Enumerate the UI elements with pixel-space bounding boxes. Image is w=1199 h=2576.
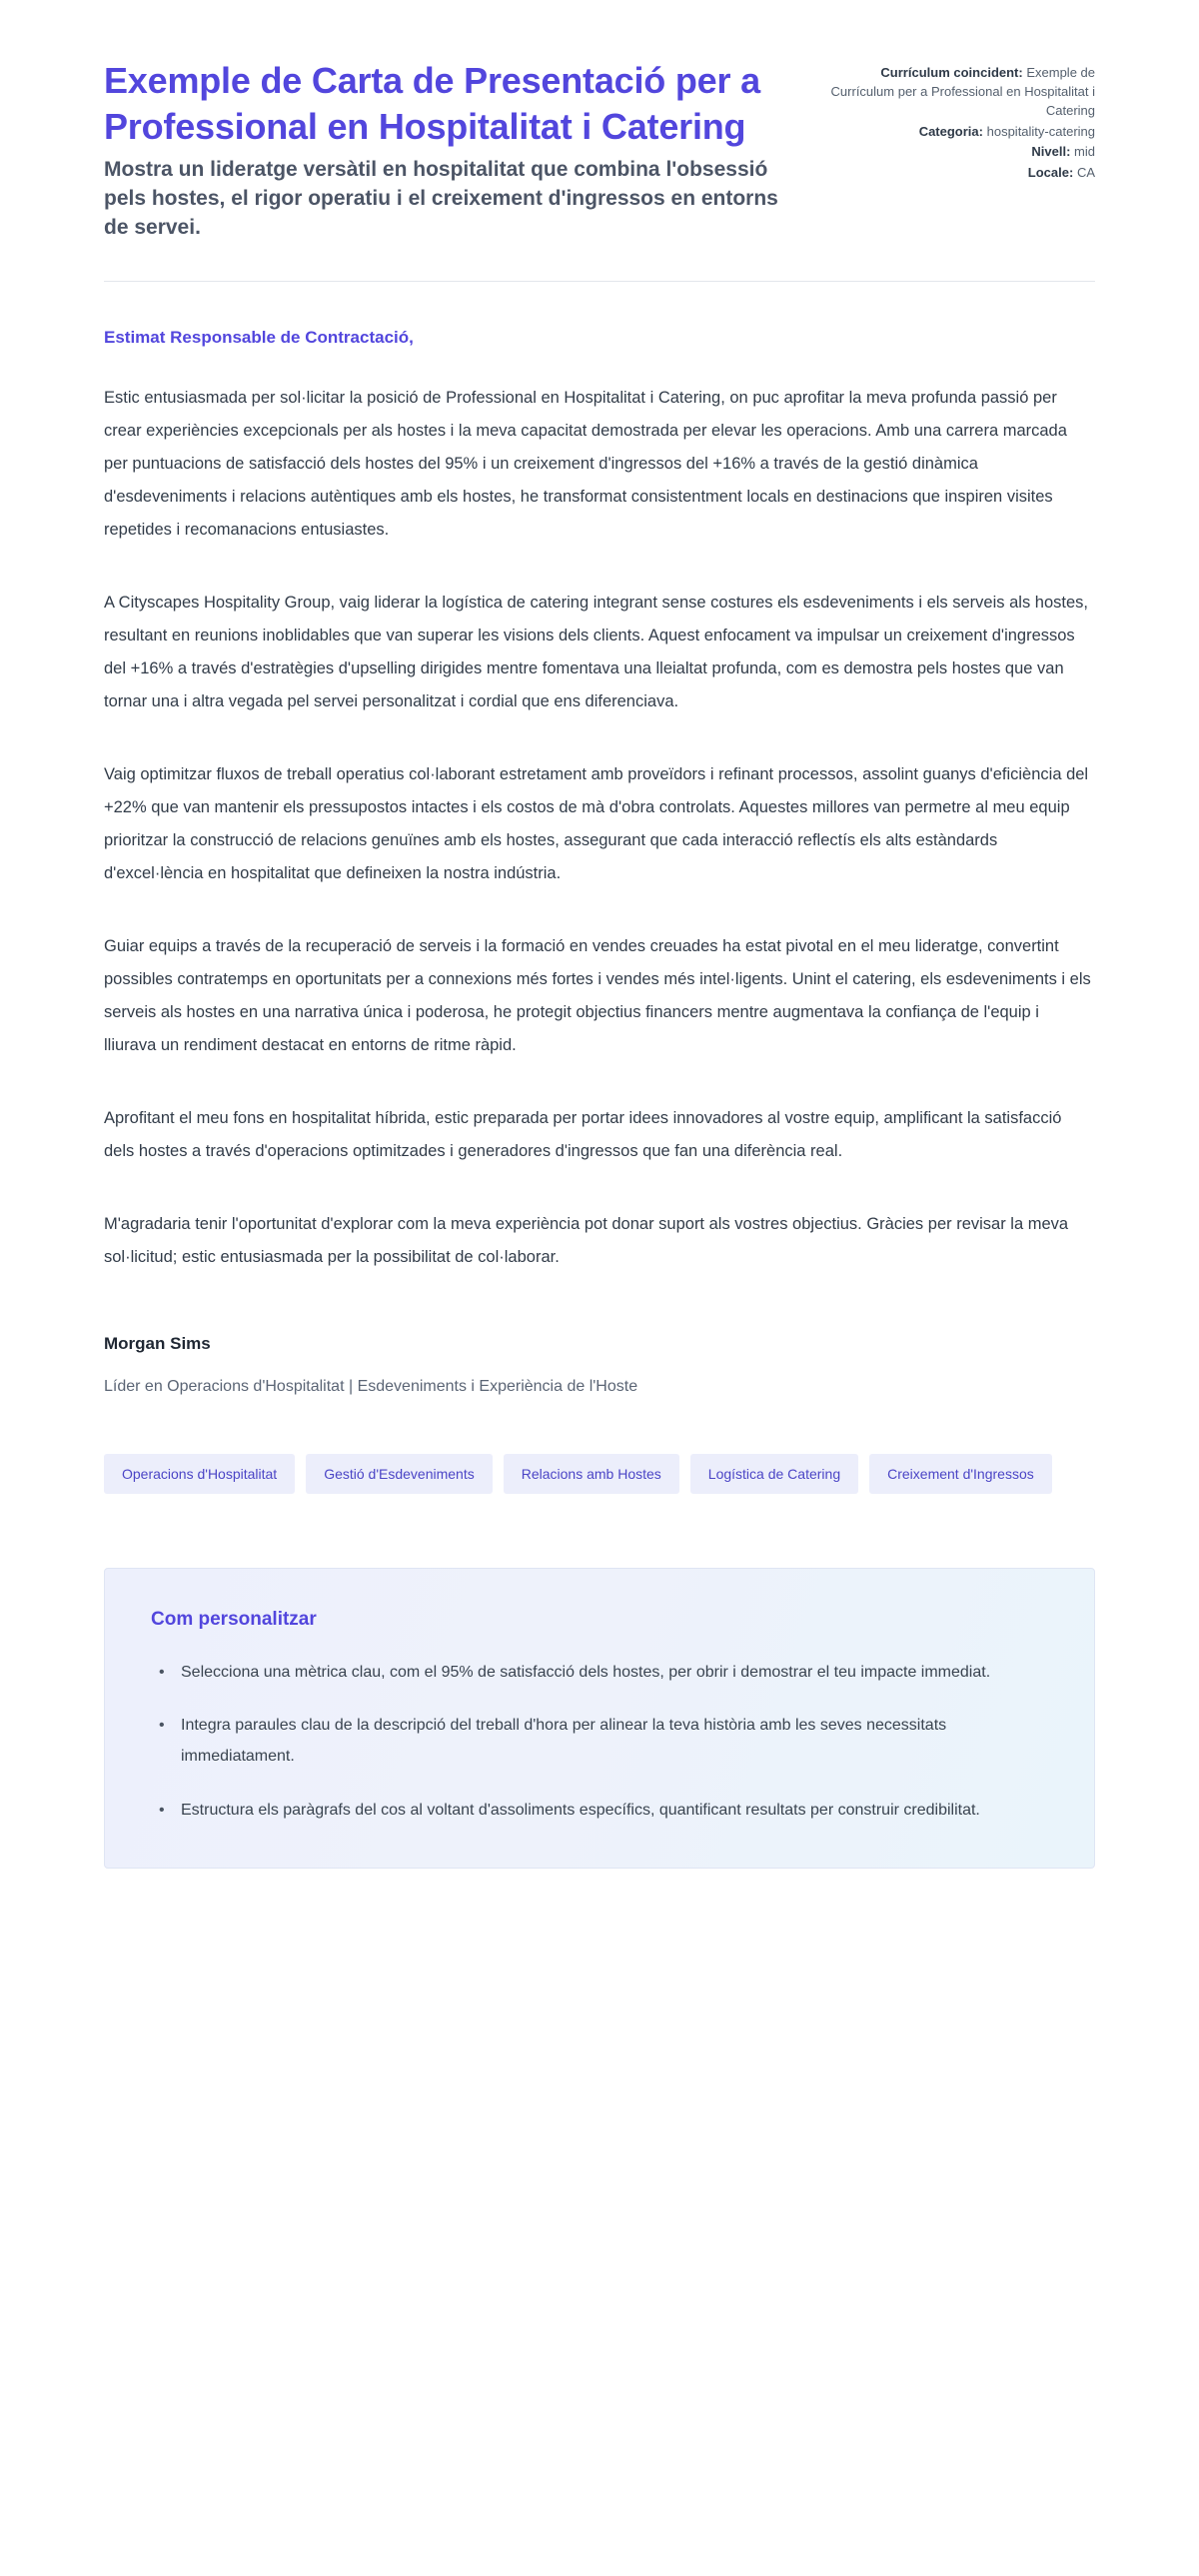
letter-paragraph: Vaig optimitzar fluxos de treball operatius col·laborant estretament amb proveïdors i refinant processos, assolint guanys d'eficiència del +22% que van mantenir els pressupostos intactes i els costos de mà d'obra controlats. Aquestes millores van permetre al meu equip prioritzar la construcció de relacions genuïnes amb els hostes, assegurant que cada interacció reflectís els alts estàndards d'excel·lència en hospitalitat que defineixen la nostra indústria.: [104, 765, 1089, 883]
callout-list: [151, 1657, 1048, 1826]
header-left-column: [104, 58, 790, 243]
tag-list: [0, 1396, 1199, 1494]
metadata-row-category: [830, 123, 1095, 142]
letter-paragraph: Estic entusiasmada per sol·licitar la posició de Professional en Hospitalitat i Catering, on puc aprofitar la meva profunda passió per crear experiències excepcionals per als hostes i la meva capacitat demostrada per elevar les operacions. Amb una carrera marcada per puntuacions de satisfacció dels hostes del 95% i un creixement d'ingressos del +16% a través de la gestió dinàmica d'esdeveniments i relacions autèntiques amb els hostes, he transformat consistentment locals en destinacions que inspiren visites repetides i recomanacions entusiastes.: [104, 389, 1067, 540]
letter-paragraph: A Cityscapes Hospitality Group, vaig liderar la logística de catering integrant sense costures els esdeveniments i els serveis als hostes, resultant en reunions inoblidables que van superar les visions dels clients. Aquest enfocament va impulsar un creixement d'ingressos del +16% a través d'estratègies d'upselling dirigides mentre fomentava una lleialtat profunda, com es demostra pels hostes que van tornar una i altra vegada pel servei personalitzat i cordial que ens diferenciava.: [104, 594, 1088, 711]
metadata-value-category: hospitality-catering: [986, 123, 1095, 139]
metadata-row-resume: [830, 64, 1095, 121]
tag-chip[interactable]: Gestió d'Esdeveniments: [306, 1454, 493, 1494]
tag-chip[interactable]: Operacions d'Hospitalitat: [104, 1454, 295, 1494]
metadata-row-locale: [830, 164, 1095, 183]
metadata-value-locale: CA: [1076, 165, 1095, 181]
metadata-label-level: Nivell:: [1031, 144, 1071, 160]
letter-paragraph: Guiar equips a través de la recuperació de serveis i la formació en vendes creuades ha estat pivotal en el meu lideratge, convertint possibles contratemps en oportunitats per a connexions més fortes i vendes més intel·ligents. Unint el catering, els esdeveniments i els serveis als hostes en una narrativa única i poderosa, he protegit objectius financers mentre augmentava la confiança de l'equip i lliurava un rendiment destacat en entorns de ritme ràpid.: [104, 937, 1091, 1055]
metadata-row-level: [830, 143, 1095, 162]
page-header: [0, 0, 1199, 243]
letter-paragraph: Aprofitant el meu fons en hospitalitat híbrida, estic preparada per portar idees innovadores al vostre equip, amplificant la satisfacció dels hostes a través d'operacions optimitzades i generadores d'ingressos que fan una diferència real.: [104, 1109, 1062, 1161]
metadata-panel: [830, 58, 1095, 185]
letter-salutation: Estimat Responsable de Contractació,: [104, 328, 414, 348]
callout-list-item: • Selecciona una mètrica clau, com el 95% de satisfacció dels hostes, per obrir i demostrar el teu impacte immediat.: [151, 1657, 1048, 1688]
metadata-label-locale: Locale:: [1027, 165, 1074, 181]
callout-title: Com personalitzar: [151, 1609, 317, 1631]
signature-name: Morgan Sims: [104, 1334, 211, 1354]
customization-callout: [104, 1568, 1095, 1869]
callout-wrapper: [0, 1494, 1199, 1948]
page-title: Exemple de Carta de Presentació per a Professional en Hospitalitat i Catering: [104, 60, 760, 148]
signature-block: [0, 1314, 1199, 1396]
metadata-value-resume: Exemple de Currículum per a Professional en Hospitalitat i Catering: [830, 65, 1095, 118]
callout-list-item: • Integra paraules clau de la descripció del treball d'hora per alinear la teva història amb les seves necessitats immediatament.: [151, 1710, 1048, 1772]
metadata-label-category: Categoria:: [918, 123, 983, 139]
letter-body: [0, 282, 1199, 1274]
page-subtitle: Mostra un lideratge versàtil en hospitalitat que combina l'obsessió pels hostes, el rigor operatiu i el creixement d'ingressos en entorns de servei.: [104, 158, 778, 240]
callout-list-item: • Estructura els paràgrafs del cos al voltant d'assoliments específics, quantificant resultats per construir credibilitat.: [151, 1795, 1048, 1826]
letter-paragraphs: [104, 382, 1095, 1274]
letter-paragraph: M'agradaria tenir l'oportunitat d'explorar com la meva experiència pot donar suport als vostres objectius. Gràcies per revisar la meva sol·licitud; estic entusiasmada per la possibilitat de col·laborar.: [104, 1215, 1069, 1267]
tag-chip[interactable]: Creixement d'Ingressos: [869, 1454, 1052, 1494]
metadata-label-resume: Currículum coincident:: [880, 65, 1023, 80]
tag-chip[interactable]: Logística de Catering: [690, 1454, 858, 1494]
signature-role: Líder en Operacions d'Hospitalitat | Esdeveniments i Experiència de l'Hoste: [104, 1378, 638, 1396]
tag-chip[interactable]: Relacions amb Hostes: [504, 1454, 679, 1494]
metadata-value-level: mid: [1074, 144, 1095, 160]
